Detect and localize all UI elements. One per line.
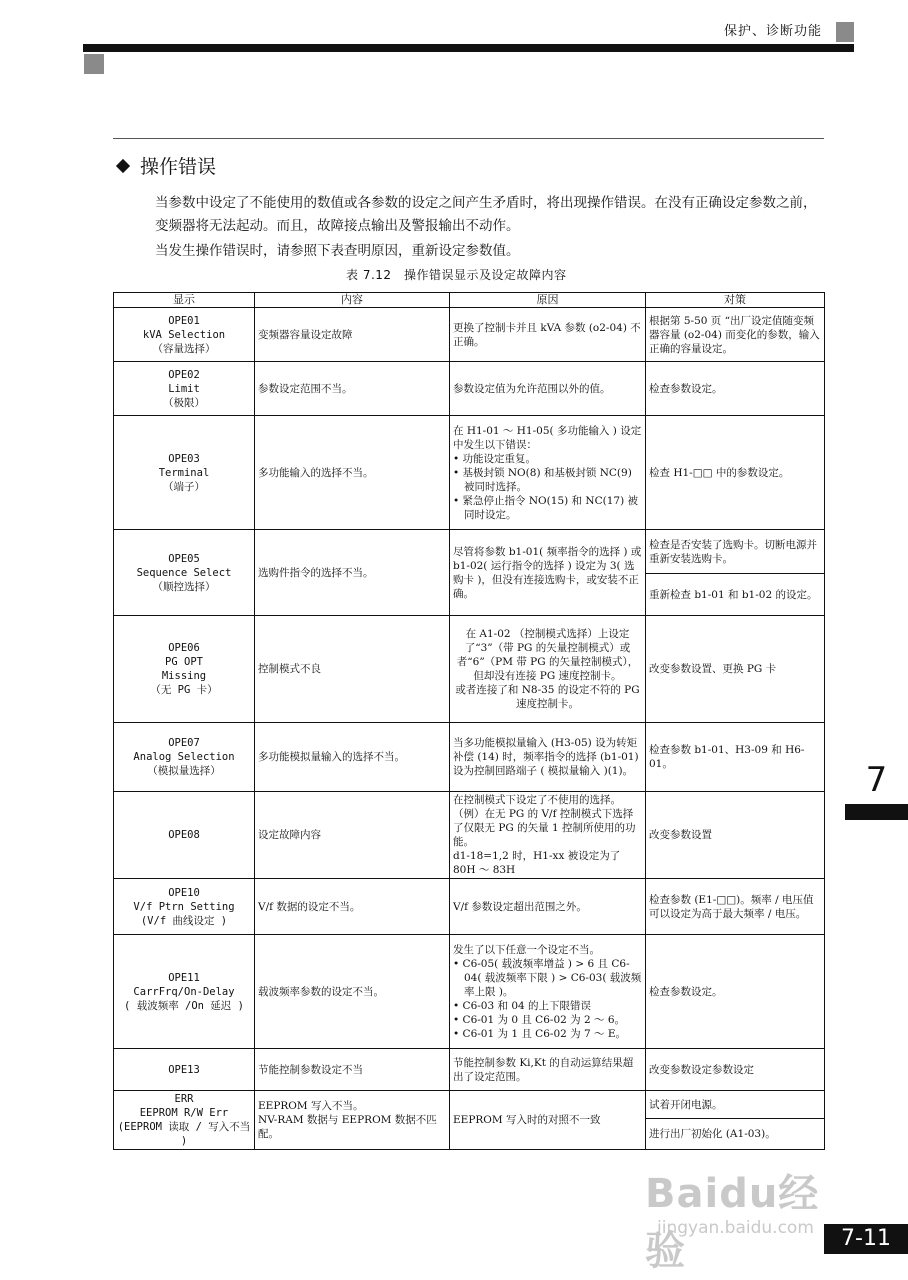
cause-cell: 参数设定值为允许范围以外的值。 bbox=[450, 362, 646, 416]
content-cell: 选购件指令的选择不当。 bbox=[255, 530, 450, 616]
display-cell: OPE06 PG OPT Missing （无 PG 卡） bbox=[114, 616, 255, 723]
page-number: 7-11 bbox=[824, 1224, 908, 1254]
header-cause: 原因 bbox=[450, 293, 646, 308]
diamond-bullet-icon bbox=[116, 159, 130, 173]
chapter-tab-bar bbox=[845, 804, 908, 820]
remedy-cell: 检查是否安装了选购卡。切断电源并重新安装选购卡。 bbox=[646, 530, 825, 574]
display-cell: OPE10 V/f Ptrn Setting (V/f 曲线设定 ) bbox=[114, 879, 255, 935]
display-cell: OPE05 Sequence Select （顺控选择） bbox=[114, 530, 255, 616]
remedy-cell: 改变参数设定参数设定 bbox=[646, 1049, 825, 1091]
table-caption: 表 7.12 操作错误显示及设定故障内容 bbox=[346, 268, 567, 282]
display-cell: OPE02 Limit （极限） bbox=[114, 362, 255, 416]
table-header-row bbox=[114, 293, 825, 308]
remedy-cell: 检查 H1-□□ 中的参数设定。 bbox=[646, 416, 825, 530]
section-heading bbox=[116, 152, 216, 179]
table-row bbox=[114, 530, 825, 574]
display-cell: OPE03 Terminal （端子） bbox=[114, 416, 255, 530]
cause-cell: 节能控制参数 Ki,Kt 的自动运算结果超出了设定范围。 bbox=[450, 1049, 646, 1091]
watermark-url: jingyan.baidu.com bbox=[657, 1218, 814, 1238]
content-cell: V/f 数据的设定不当。 bbox=[255, 879, 450, 935]
section-rule bbox=[113, 138, 824, 139]
cause-cell: 更换了控制卡并且 kVA 参数 (o2-04) 不正确。 bbox=[450, 308, 646, 362]
content-cell: 变频器容量设定故障 bbox=[255, 308, 450, 362]
remedy-cell: 改变参数设置 bbox=[646, 792, 825, 879]
display-cell: OPE11 CarrFrq/On-Delay ( 载波频率 /On 延迟 ) bbox=[114, 935, 255, 1049]
table-row bbox=[114, 308, 825, 362]
header-title: 保护、诊断功能 bbox=[724, 24, 823, 39]
remedy-cell: 检查参数设定。 bbox=[646, 362, 825, 416]
remedy-cell: 试着开闭电源。 bbox=[646, 1091, 825, 1119]
content-cell: 多功能输入的选择不当。 bbox=[255, 416, 450, 530]
remedy-cell: 根据第 5-50 页 “出厂设定值随变频器容量 (o2-04) 而变化的参数，输入正确的容量设定。 bbox=[646, 308, 825, 362]
content-cell: 多功能模拟量输入的选择不当。 bbox=[255, 723, 450, 792]
cause-cell: 在 H1-01 ～ H1-05( 多功能输入 ) 设定中发生以下错误： • 功能设定重复。 • 基极封锁 NO(8) 和基极封锁 NC(9) 被同时选择。 • 紧急停止指令 NO(15) 和 NC(17) 被同时设定。 bbox=[450, 416, 646, 530]
display-cell: OPE07 Analog Selection （模拟量选择） bbox=[114, 723, 255, 792]
content-cell: 控制模式不良 bbox=[255, 616, 450, 723]
header-remedy: 对策 bbox=[646, 293, 825, 308]
header-square-left bbox=[84, 54, 104, 74]
content-cell: 载波频率参数的设定不当。 bbox=[255, 935, 450, 1049]
chapter-number: 7 bbox=[865, 760, 888, 800]
content-cell: EEPROM 写入不当。 NV-RAM 数据与 EEPROM 数据不匹配。 bbox=[255, 1091, 450, 1150]
header-bar bbox=[83, 44, 854, 52]
remedy-cell: 改变参数设置、更换 PG 卡 bbox=[646, 616, 825, 723]
table-row bbox=[114, 616, 825, 723]
content-cell: 参数设定范围不当。 bbox=[255, 362, 450, 416]
display-cell: OPE08 bbox=[114, 792, 255, 879]
table-row bbox=[114, 1049, 825, 1091]
cause-cell: V/f 参数设定超出范围之外。 bbox=[450, 879, 646, 935]
table-row bbox=[114, 362, 825, 416]
cause-cell: 在 A1-02 （控制模式选择）上设定了“3”（带 PG 的矢量控制模式）或者“6”（PM 带 PG 的矢量控制模式），但却没有连接 PG 速度控制卡。 或者连接了和 N8-35 的设定不符的 PG 速度控制卡。 bbox=[450, 616, 646, 723]
display-cell: OPE13 bbox=[114, 1049, 255, 1091]
remedy-cell: 检查参数设定。 bbox=[646, 935, 825, 1049]
remedy-cell: 重新检查 b1-01 和 b1-02 的设定。 bbox=[646, 574, 825, 616]
table-row bbox=[114, 723, 825, 792]
intro-paragraph: 当参数中设定了不能使用的数值或各参数的设定之间产生矛盾时，将出现操作错误。在没有正确设定参数之前，变频器将无法起动。而且，故障接点输出及警报输出不动作。 bbox=[155, 195, 817, 234]
section-title: 操作错误 bbox=[140, 156, 217, 178]
table-row bbox=[114, 416, 825, 530]
display-cell: OPE01 kVA Selection （容量选择） bbox=[114, 308, 255, 362]
cause-cell: 尽管将参数 b1-01( 频率指令的选择 ) 或 b1-02( 运行指令的选择 ) 设定为 3( 选购卡 )，但没有连接选购卡，或安装不正确。 bbox=[450, 530, 646, 616]
operation-error-table bbox=[113, 292, 825, 1150]
cause-cell: 发生了以下任意一个设定不当。 • C6-05( 载波频率增益 ) > 6 且 C6-04( 载波频率下限 ) > C6-03( 载波频率上限 )。 • C6-03 和 04 的上下限错误 • C6-01 为 0 且 C6-02 为 2 ～ 6。 • C6-01 为 1 且 C6-02 为 7 ～ E。 bbox=[450, 935, 646, 1049]
header-square bbox=[836, 22, 854, 42]
table-row bbox=[114, 879, 825, 935]
watermark-brand: Baidu经验 bbox=[645, 1171, 820, 1274]
display-cell: ERR EEPROM R/W Err (EEPROM 读取 / 写入不当 ) bbox=[114, 1091, 255, 1150]
cause-cell: EEPROM 写入时的对照不一致 bbox=[450, 1091, 646, 1150]
table-row bbox=[114, 1091, 825, 1119]
remedy-cell: 检查参数 b1-01、H3-09 和 H6-01。 bbox=[646, 723, 825, 792]
instruction-paragraph: 当发生操作错误时，请参照下表查明原因，重新设定参数值。 bbox=[155, 243, 520, 259]
chapter-tab bbox=[845, 760, 908, 820]
cause-cell: 在控制模式下设定了不使用的选择。 （例）在无 PG 的 V/f 控制模式下选择了仅限无 PG 的矢量 1 控制所使用的功能。 d1-18=1,2 时，H1-xx 被设定为了 80H ～ 83H bbox=[450, 792, 646, 879]
table-row bbox=[114, 792, 825, 879]
table-row bbox=[114, 935, 825, 1049]
remedy-cell: 进行出厂初始化 (A1-03)。 bbox=[646, 1119, 825, 1150]
watermark-logo bbox=[645, 1140, 850, 1274]
cause-cell: 当多功能模拟量输入 (H3-05) 设为转矩补偿 (14) 时，频率指令的选择 (b1-01) 设为控制回路端子 ( 模拟量输入 )(1)。 bbox=[450, 723, 646, 792]
remedy-cell: 检查参数 (E1-□□)。频率 / 电压值可以设定为高于最大频率 / 电压。 bbox=[646, 879, 825, 935]
header-display: 显示 bbox=[114, 293, 255, 308]
content-cell: 节能控制参数设定不当 bbox=[255, 1049, 450, 1091]
content-cell: 设定故障内容 bbox=[255, 792, 450, 879]
header-content: 内容 bbox=[255, 293, 450, 308]
